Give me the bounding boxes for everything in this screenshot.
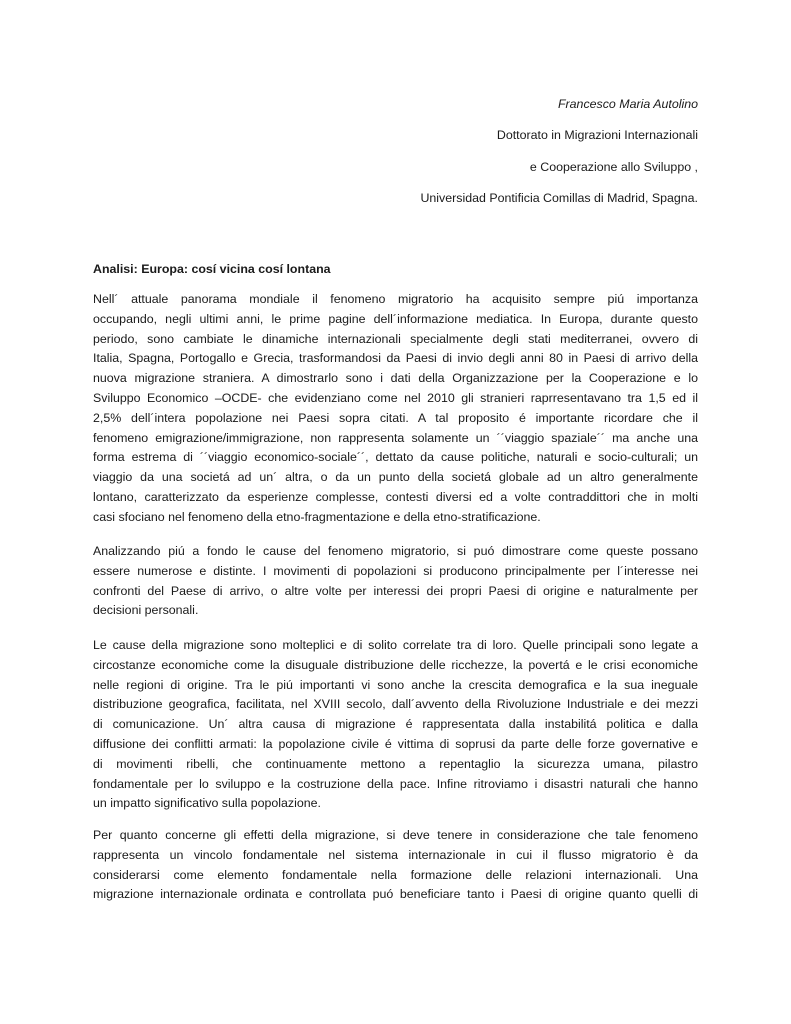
text-line: considerarsi come elemento fondamentale nella formazione delle relazioni internazionali. Una <box>93 867 698 882</box>
text-line: un impatto significativo sulla popolazione. <box>93 796 321 811</box>
author-name: Francesco Maria Autolino <box>557 97 698 111</box>
text-line: 2,5% dell´intera popolazione nei Paesi sopra citati. A tal proposito é importante ricordare che il <box>93 410 698 425</box>
author-affiliation-line: Dottorato in Migrazioni Internazionali <box>496 128 698 143</box>
text-line: Per quanto concerne gli effetti della migrazione, si deve tenere in considerazione che tale fenomeno <box>93 828 698 842</box>
paragraph <box>93 290 698 528</box>
text-line: periodo, sono cambiate le dinamiche internazionali specialmente degli stati mediterranei, ovvero di <box>93 331 698 346</box>
text-line: nelle regioni di origine. Tra le piú importanti vi sono anche la crescita demografica e la sua ineguale <box>93 677 698 692</box>
author-affiliation-line: e Cooperazione allo Sviluppo , <box>529 159 698 174</box>
author-block <box>300 94 698 219</box>
text-line: diffusione dei conflitti armati: la popolazione civile é vittima di soprusi da parte delle forze governative e <box>93 736 698 751</box>
paragraph <box>93 542 698 621</box>
text-line: decisioni personali. <box>93 603 199 618</box>
text-line: circostanze economiche come la disuguale distribuzione delle ricchezze, la povertá e le crisi economiche <box>93 657 698 672</box>
paragraph <box>93 826 698 905</box>
paragraph <box>93 636 698 814</box>
text-line: Sviluppo Economico –OCDE- che evidenziano come nel 2010 gli stranieri raprresentavano tra 1,5 ed il <box>93 390 698 405</box>
text-line: Analizzando piú a fondo le cause del fenomeno migratorio, si puó dimostrare come queste possano <box>93 544 698 558</box>
text-line: nuova migrazione straniera. A dimostrarlo sono i dati della Organizzazione per la Cooperazione e lo <box>93 371 698 386</box>
text-line: Italia, Spagna, Portogallo e Grecia, trasformandosi da Paesi di invio degli anni 80 in Paesi di arrivo della <box>93 351 698 366</box>
text-line: fenomeno emigrazione/immigrazione, non rappresenta solamente un ´´viaggio spaziale´´ ma anche una <box>93 430 698 445</box>
article-title: Analisi: Europa: cosí vicina cosí lontana <box>93 262 331 276</box>
text-line: essere numerose e distinte. I movimenti di popolazioni si producono principalmente per l´interesse nei <box>93 563 698 578</box>
text-line: lontano, caratterizzato da esperienze complesse, contesti diversi ed a volte contraddittori che in molti <box>93 489 698 504</box>
text-line: migrazione internazionale ordinata e controllata puó beneficiare tanto i Paesi di origine quanto quelli di <box>93 887 698 902</box>
text-line: di movimenti ribelli, che continuamente mettono a repentaglio la sicurezza umana, pilastro <box>93 756 698 771</box>
text-line: fondamentale per lo sviluppo e la costruzione della pace. Infine ritroviamo i disastri naturali che hanno <box>93 776 698 791</box>
text-line: casi sfociano nel fenomeno della etno-fragmentazione e della etno-stratificazione. <box>93 509 541 524</box>
text-line: di comunicazione. Un´ altra causa di migrazione é rappresentata dalla instabilitá politica e dalla <box>93 717 698 732</box>
text-line: rappresenta un vincolo fondamentale nel sistema internazionale in cui il flusso migratorio è da <box>93 847 698 862</box>
author-affiliation-line: Universidad Pontificia Comillas di Madrid, Spagna. <box>420 190 698 205</box>
text-line: forma estrema di ´´viaggio economico-sociale´´, dettato da cause politiche, naturali e socio-culturali; un <box>93 450 698 465</box>
text-line: distribuzione geografica, facilitata, nel XVIII secolo, dall´avvento della Rivoluzione Industriale e dei mezzi <box>93 697 698 712</box>
text-line: confronti del Paese di arrivo, o altre volte per interessi dei propri Paesi di origine e naturalmente per <box>93 583 698 598</box>
text-line: viaggio da una societá ad un´ altra, o da un punto della societá globale ad un altro generalmente <box>93 470 698 485</box>
text-line: Nell´ attuale panorama mondiale il fenomeno migratorio ha acquisito sempre piú importanza <box>93 292 698 306</box>
text-line: occupando, negli ultimi anni, le prime pagine dell´informazione mediatica. In Europa, durante questo <box>93 311 698 326</box>
text-line: Le cause della migrazione sono molteplici e di solito correlate tra di loro. Quelle principali sono legate a <box>93 638 698 652</box>
